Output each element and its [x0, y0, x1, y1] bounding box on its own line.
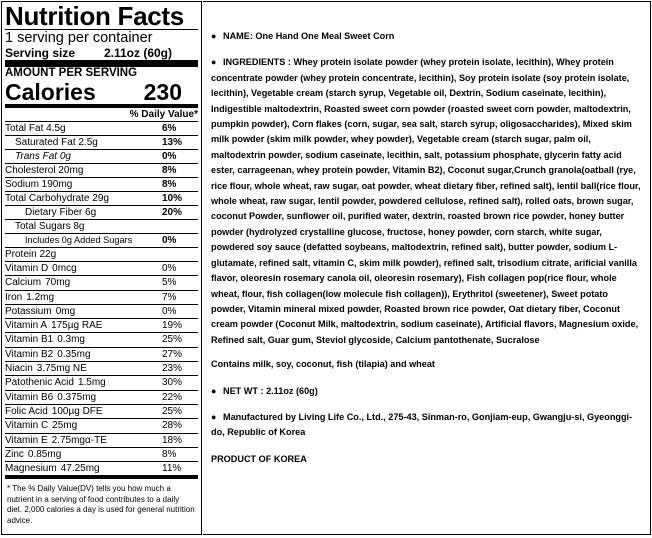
spacer	[211, 441, 644, 452]
vitamin-row	[5, 319, 198, 333]
ingredients-text: INGREDIENTS : Whey protein isolate powder (whey protein isolate, lecithin), Whey protein concentrate powder (whey protein concentrate, lecithin), Soy protein isolate (soy protein isolate, lecithin), Vegetable cream (starch syrup, Vegetable oil, Dextrin, Sodium caseinate, lecithin), Indigestible maltodextrin, Roasted sweet corn powder (roasted sweet corn powder, maltodextrin, pumpkin powder), Corn flakes (corn, sugar, sea salt, starch syrup, oligosaccharides), Mixed skim milk powder (skim milk powder, whey powder), Vegetable cream (starch sugar, palm oil, maltodextrin powder, sodium caseinate, lecithin, salt, potassium phosphate, glycerin fatty acid ester, carrageenan, whey protein powder, Vitamin B2), Coconut sugar,Crunch granola(oatball (rye, rice flour, whole wheat, raw sugar, oat powder, wheat dietary fiber, refined salt), lentil ball(rice flour, whole wheat, raw sugar, lentil powder, powdered cellulose, refined salt), rolled oats, brown sugar, coconut Powder, sunflower oil, purified water, dextrin, roasted brown rice powder, honey butter powder (hydrolyzed crystalline glucose, fructose, honey powder, corn starch, white sugar, powdered soy sauce (defatted soybeans, maltodextrin, refined salt), butter powder, sodium L-glutamate, refined salt, vitamin C, skim milk powder), refined salt, trisodium citrate, arificial vanilla flavor, oleoresin rosemary canola oil, oleoresin rosemary), Fish collagen pop(rice flour, whole wheat, flour, fish collagen(low molecule fish collagen)), Erythritol (sweetener), Sweet potato powder, Vitamin mineral mixed powder, Roasted brown rice powder, Oat dietary fiber, Coconut cream powder (Coconut Milk, maltodextrin, sodium caseinate), Artificial flavors, Magnesium oxide, Refined salt, Guar gum, Steviol glycoside, Calcium pantothenate, Sucralose	[211, 57, 641, 345]
nutrient-label: Sodium 190mg	[5, 179, 73, 190]
product-info-panel	[203, 1, 651, 535]
vitamin-name: Vitamin B2	[5, 348, 54, 360]
nutrient-label: Total Fat 4.5g	[5, 123, 66, 134]
calories-row	[5, 80, 198, 108]
vitamin-pct: 25%	[162, 334, 183, 346]
vitamin-row	[5, 262, 198, 276]
vitamin-pct: 5%	[162, 277, 177, 289]
vitamin-name: Folic Acid	[5, 405, 48, 417]
vitamin-row	[5, 448, 198, 462]
nutrient-label: Trans Fat 0g	[15, 151, 71, 162]
bullet-icon: ●	[211, 31, 217, 41]
nutrient-label: Total Sugars 8g	[15, 221, 85, 232]
vitamin-name: Vitamin E	[5, 434, 48, 446]
bullet-icon: ●	[211, 57, 217, 68]
country-of-origin: PRODUCT OF KOREA	[211, 453, 307, 464]
nutrient-row	[5, 122, 198, 136]
servings-per-container: 1 serving per container	[5, 30, 153, 46]
vitamin-row	[5, 419, 198, 433]
nutrient-pct: 6%	[162, 123, 177, 134]
vitamin-name: Calcium	[5, 277, 42, 289]
vitamin-amount: 47.25mg	[60, 463, 100, 475]
vitamin-row	[5, 348, 198, 362]
vitamin-amount: 1.2mg	[26, 291, 55, 303]
vitamin-amount: 100µg DFE	[51, 405, 103, 417]
nutrient-pct	[162, 248, 198, 261]
vitamin-name: Vitamin C	[5, 420, 49, 432]
nutrient-pct: 8%	[162, 165, 177, 176]
nutrient-label: Saturated Fat 2.5g	[15, 137, 98, 148]
vitamin-name: Magnesium	[5, 463, 57, 475]
vitamin-amount: 0.3mg	[57, 334, 85, 346]
vitamin-name: Niacin	[5, 363, 33, 375]
calories-label: Calories	[5, 79, 96, 105]
vitamin-row	[5, 276, 198, 290]
spacer	[211, 399, 644, 410]
vitamin-mineral-list	[5, 262, 198, 479]
vitamin-row	[5, 462, 198, 475]
amount-per-serving: AMOUNT PER SERVING	[5, 67, 138, 79]
manufacturer-text: Manufactured by Living Life Co., Ltd., 275-43, Sinman-ro, Gonjiam-eup, Gwangju-si, Gyeonggi-do, Republic of Korea	[211, 411, 633, 438]
nutrient-row	[5, 206, 198, 220]
vitamin-row	[5, 376, 198, 390]
vitamin-pct: 22%	[162, 391, 183, 403]
daily-value-header: % Daily Value*	[5, 108, 198, 122]
nutrient-label: Dietary Fiber 6g	[25, 207, 97, 218]
vitamin-pct: 18%	[162, 434, 183, 446]
bullet-icon: ●	[211, 411, 217, 422]
allergen-statement: Contains milk, soy, coconut, fish (tilapia) and wheat	[211, 359, 435, 370]
nutrient-row	[5, 150, 198, 164]
nutrient-label: Includes 0g Added Sugars	[25, 235, 133, 245]
serving-size-label: Serving size	[5, 46, 76, 60]
vitamin-pct: 0%	[162, 305, 177, 317]
nutrient-pct: 0%	[162, 235, 177, 246]
product-name-text: NAME: One Hand One Meal Sweet Corn	[222, 31, 395, 41]
vitamin-pct: 30%	[162, 377, 183, 389]
net-weight-text: NET WT : 2.11oz (60g)	[222, 385, 318, 396]
vitamin-row	[5, 291, 198, 305]
vitamin-amount: 2.75mgα-TE	[51, 434, 107, 446]
nutrient-row	[5, 136, 198, 150]
vitamin-name: Zinc	[5, 448, 24, 460]
nutrient-list	[5, 122, 198, 262]
vitamin-row	[5, 391, 198, 405]
nutrient-label: Total Carbohydrate 29g	[5, 193, 109, 204]
nutrient-row	[5, 192, 198, 206]
calories-value: 230	[143, 79, 182, 105]
vitamin-pct: 0%	[162, 263, 177, 274]
vitamin-row	[5, 434, 198, 448]
spacer	[211, 44, 644, 55]
vitamin-name: Potassium	[5, 305, 52, 317]
nutrient-row	[5, 234, 198, 248]
manufacturer-info	[211, 410, 644, 441]
vitamin-amount: 70mg	[45, 277, 71, 289]
nutrient-pct: 20%	[162, 207, 183, 218]
nutrient-row	[5, 164, 198, 178]
vitamin-pct: 19%	[162, 320, 183, 332]
vitamin-pct: 27%	[162, 348, 183, 360]
vitamin-row	[5, 333, 198, 347]
vitamin-pct: 11%	[162, 463, 182, 475]
vitamin-name: Vitamin B1	[5, 334, 54, 346]
spacer	[211, 373, 644, 384]
nutrient-row	[5, 248, 198, 262]
nutrient-label: Cholesterol 20mg	[5, 165, 84, 176]
vitamin-pct: 7%	[162, 291, 177, 303]
vitamin-amount: 0.85mg	[27, 448, 62, 460]
spacer	[211, 348, 644, 357]
vitamin-amount: 0mg	[55, 305, 76, 317]
nutrient-label: Protein 22g	[5, 249, 57, 260]
vitamin-amount: 0.375mg	[57, 391, 97, 403]
serving-size-row	[5, 46, 198, 67]
vitamin-row	[5, 305, 198, 319]
product-name	[211, 29, 644, 44]
bullet-icon: ●	[211, 385, 217, 396]
vitamin-amount: 175µg RAE	[51, 320, 103, 332]
vitamin-name: Iron	[5, 291, 23, 303]
vitamin-name: Vitamin A	[5, 320, 48, 332]
nutrient-pct	[162, 220, 198, 233]
nutrient-row	[5, 220, 198, 234]
vitamin-pct: 28%	[162, 420, 183, 432]
vitamin-name: Vitamin D	[5, 263, 49, 274]
serving-size-value: 2.11oz (60g)	[103, 46, 172, 60]
vitamin-amount: 0.35mg	[57, 348, 91, 360]
ingredients-paragraph	[211, 55, 644, 348]
vitamin-pct: 25%	[162, 405, 183, 417]
net-weight	[211, 384, 644, 399]
nutrient-pct: 10%	[162, 193, 183, 204]
vitamin-name: Patothenic Acid	[5, 377, 74, 389]
vitamin-pct: 8%	[162, 448, 177, 460]
nutrition-facts-label	[1, 1, 202, 535]
daily-value-footnote: * The % Daily Value(DV) tells you how much a nutrient in a serving of food contributes to a daily diet. 2,000 calories a day is used for general nutrition advice.	[7, 484, 195, 525]
vitamin-amount: 0mcg	[52, 263, 77, 274]
nutrient-pct: 0%	[162, 151, 177, 162]
nutrient-pct: 8%	[162, 179, 177, 190]
vitamin-name: Vitamin B6	[5, 391, 54, 403]
nutrient-pct: 13%	[162, 137, 183, 148]
vitamin-amount: 1.5mg	[77, 377, 106, 389]
vitamin-amount: 3.75mg NE	[36, 363, 87, 375]
nutrient-row	[5, 178, 198, 192]
vitamin-pct: 23%	[162, 363, 183, 375]
vitamin-row	[5, 362, 198, 376]
vitamin-amount: 25mg	[52, 420, 78, 432]
vitamin-row	[5, 405, 198, 419]
nutrition-facts-title: Nutrition Facts	[5, 1, 184, 31]
